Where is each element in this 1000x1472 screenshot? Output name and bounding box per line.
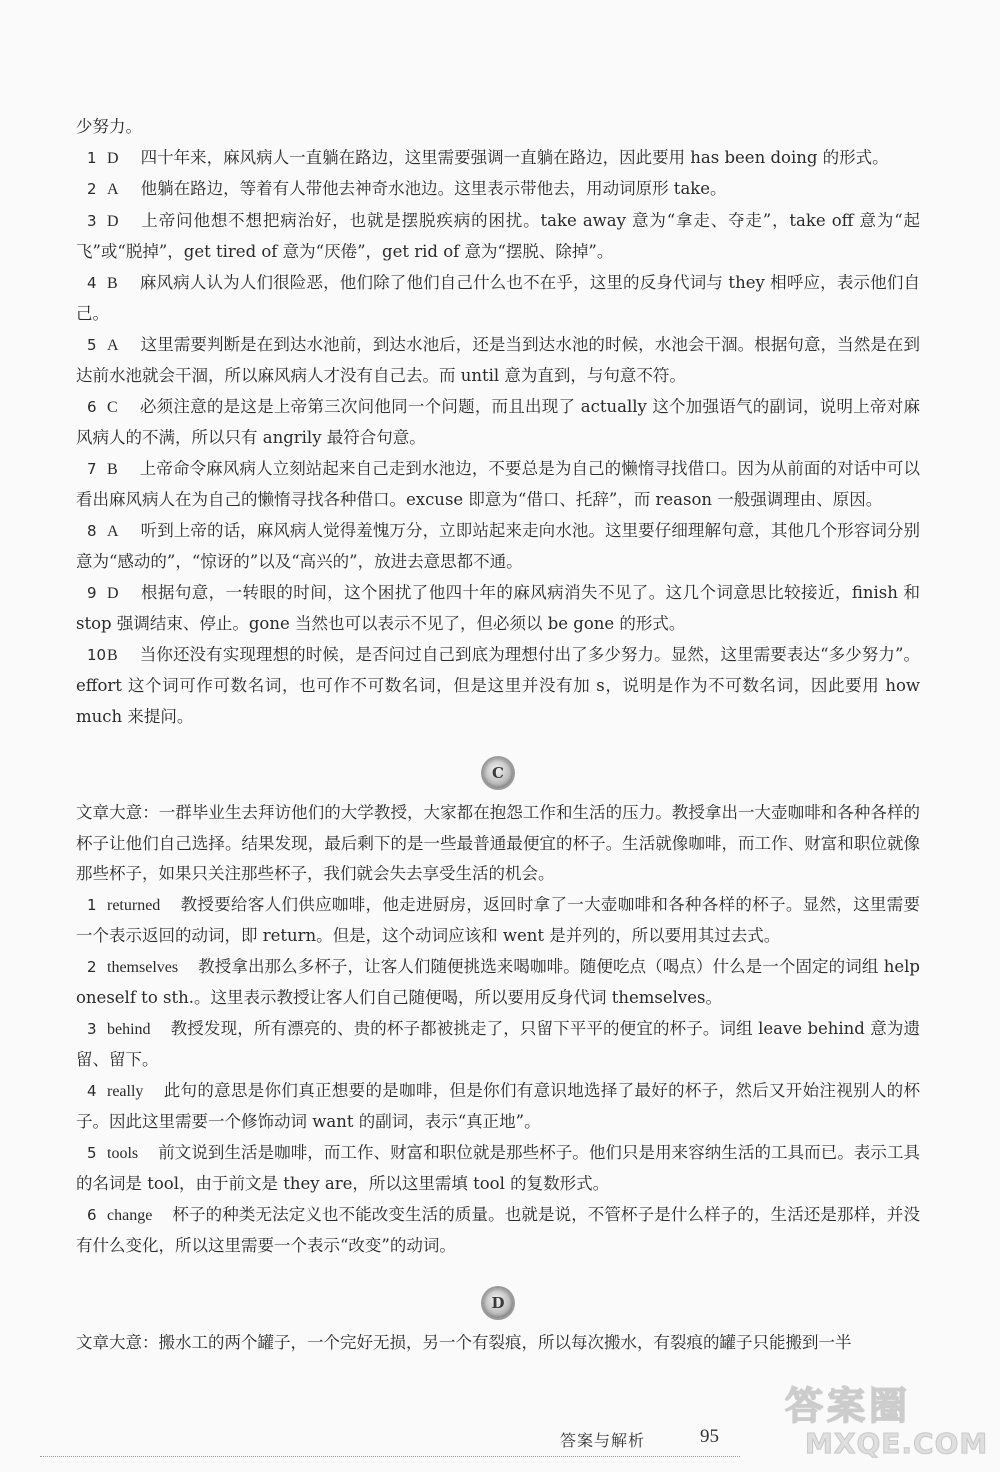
section-b-items [76, 143, 920, 733]
answer-item: 1 D 四十年来，麻风病人一直躺在路边，这里需要强调一直躺在路边，因此要用 has been doing 的形式。 [87, 147, 889, 167]
answer-item: 5 A 这里需要判断是在到达水池前，到达水池后，还是当到达水池的时候，水池会干涸。根据句意，当然是在到达前水池就会干涸，所以麻风病人才没有自己去。而 until 意为直到，与句意不符。 [76, 334, 920, 385]
section-c-items [76, 890, 920, 1262]
answer-item: 6 C 必须注意的是这是上帝第三次问他同一个问题，而且出现了 actually 这个加强语气的副词，说明上帝对麻风病人的不满，所以只有 angrily 最符合句意。 [76, 396, 920, 447]
answer-item: 3 behind 教授发现，所有漂亮的、贵的杯子都被挑走了，只留下平平的便宜的杯子。词组 leave behind 意为遗留、留下。 [76, 1018, 920, 1069]
watermark-top-text: 答案圈 [785, 1384, 912, 1428]
section-d-badge: D [483, 1288, 513, 1318]
answer-item: 2 A 他躺在路边，等着有人带他去神奇水池边。这里表示带他去，用动词原形 take。 [87, 179, 727, 198]
section-c-summary: 文章大意：一群毕业生去拜访他们的大学教授，大家都在抱怨工作和生活的压力。教授拿出一大壶咖啡和各种各样的杯子让他们自己选择。结果发现，最后剩下的是一些最普通最便宜的杯子。生活就像咖啡，而工作、财富和职位就像那些杯子，如果只关注那些杯子，我们就会失去享受生活的机会。 [76, 803, 920, 883]
intro-continuation: 少努力。 [76, 117, 142, 136]
answer-item: 5 tools 前文说到生活是咖啡，而工作、财富和职位就是那些杯子。他们只是用来容纳生活的工具而已。表示工具的名词是 tool，由于前文是 they are，所以这里需填 tool 的复数形式。 [76, 1142, 920, 1193]
answer-item: 9 D 根据句意，一转眼的时间，这个困扰了他四十年的麻风病消失不见了。这几个词意思比较接近，finish 和 stop 强调结束、停止。gone 当然也可以表示不见了，但必须以 be gone 的形式。 [76, 582, 920, 633]
section-d-summary: 文章大意：搬水工的两个罐子，一个完好无损，另一个有裂痕，所以每次搬水，有裂痕的罐子只能搬到一半 [76, 1332, 852, 1352]
watermark-bottom-text: MXQE.COM [805, 1427, 989, 1460]
answer-item: 6 change 杯子的种类无法定义也不能改变生活的质量。也就是说，不管杯子是什么样子的，生活还是那样，并没有什么变化，所以这里需要一个表示“改变”的动词。 [76, 1204, 920, 1255]
answer-item: 1 returned 教授要给客人们供应咖啡，他走进厨房，返回时拿了一大壶咖啡和各种各样的杯子。显然，这里需要一个表示返回的动词，即 return。但是，这个动词应该和 went 是并列的，所以要用其过去式。 [76, 894, 920, 945]
watermark-logo [785, 1384, 989, 1464]
section-c-badge: C [483, 758, 513, 788]
answer-item: 8 A 听到上帝的话，麻风病人觉得羞愧万分，立即站起来走向水池。这里要仔细理解句意，其他几个形容词分别意为“感动的”，“惊讶的”以及“高兴的”，放进去意思都不通。 [76, 520, 920, 571]
answer-item: 4 B 麻风病人认为人们很险恶，他们除了他们自己什么也不在乎，这里的反身代词与 they 相呼应，表示他们自己。 [76, 272, 920, 323]
answer-item: 10B 当你还没有实现理想的时候，是否问过自己到底为理想付出了多少努力。显然，这里需要表达“多少努力”。effort 这个词可作可数名词，也可作不可数名词，但是这里并没有加 s，说明是作为不可数名词，因此要用 how much 来提问。 [76, 644, 920, 726]
answer-item: 3 D 上帝问他想不想把病治好，也就是摆脱疾病的困扰。take away 意为“拿走、夺走”，take off 意为“起飞”或“脱掉”，get tired of 意为“厌倦”，get rid of 意为“摆脱、除掉”。 [76, 210, 920, 261]
answer-item: 2 themselves 教授拿出那么多杯子，让客人们随便挑选来喝咖啡。随便吃点（喝点）什么是一个固定的词组 help oneself to sth.。这里表示教授让客人们自己随便喝，所以要用反身代词 themselves。 [76, 956, 920, 1007]
answer-item: 4 really 此句的意思是你们真正想要的是咖啡，但是你们有意识地选择了最好的杯子，然后又开始注视别人的杯子。因此这里需要一个修饰动词 want 的副词，表示“真正地”。 [76, 1080, 920, 1131]
footer-label: 答案与解析 [560, 1431, 646, 1450]
footer-divider [40, 1456, 740, 1457]
page-number: 95 [700, 1426, 719, 1447]
answer-item: 7 B 上帝命令麻风病人立刻站起来自己走到水池边，不要总是为自己的懒惰寻找借口。因为从前面的对话中可以看出麻风病人在为自己的懒惰寻找各种借口。excuse 即意为“借口、托辞”，而 reason 一般强调理由、原因。 [76, 458, 920, 509]
